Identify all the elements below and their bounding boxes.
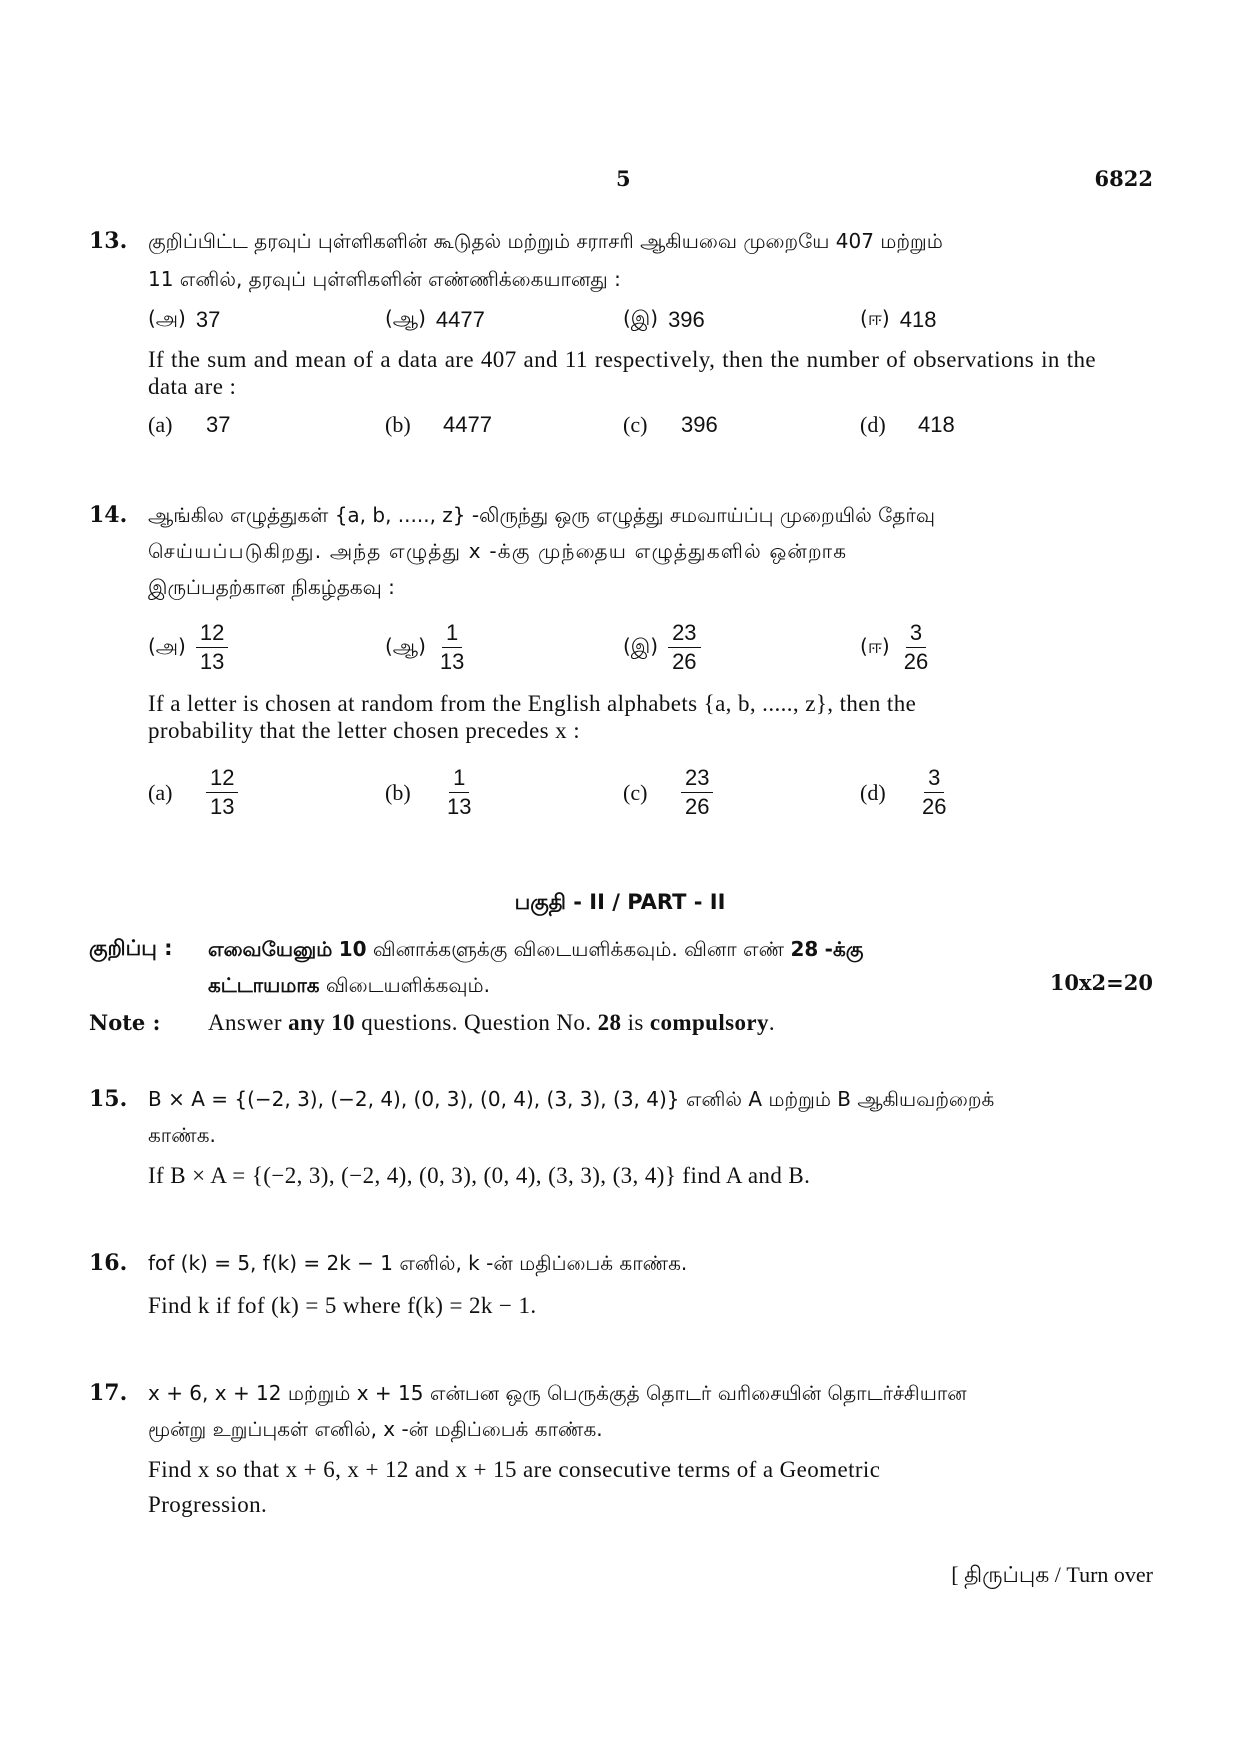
q14-english-option-c <box>623 765 713 820</box>
note-tamil-line1 <box>208 932 1088 967</box>
q15-tamil-line2: காண்க. <box>148 1123 216 1147</box>
q13-tamil-option-d <box>860 306 936 333</box>
question-number-15: 15. <box>89 1086 128 1112</box>
numerator: 1 <box>449 765 469 793</box>
denominator: 13 <box>439 649 465 674</box>
option-label: (d) <box>860 779 886 805</box>
q13-english-option-c <box>623 412 718 438</box>
option-value: 396 <box>668 306 705 332</box>
option-label: (a) <box>148 412 173 437</box>
q16-tamil: fof (k) = 5, f(k) = 2k − 1 எனில், k -ன் மதிப்பைக் காண்க. <box>148 1251 688 1275</box>
q13-tamil-option-a <box>148 306 220 333</box>
option-label: (ஈ) <box>860 306 890 330</box>
note-en-bold-compulsory: compulsory <box>649 1010 769 1035</box>
note-bold-compulsory: கட்டாயமாக <box>208 973 320 997</box>
q14-tamil-line2: செய்யப்படுகிறது. அந்த எழுத்து x -க்கு முந்தைய எழுத்துகளில் ஒன்றாக <box>148 539 848 563</box>
fraction <box>668 620 700 675</box>
option-label: (அ) <box>148 634 186 658</box>
option-label: (இ) <box>623 306 659 330</box>
q13-english-option-b <box>385 412 492 438</box>
question-number-14: 14. <box>89 502 128 528</box>
q13-english-option-d <box>860 412 955 438</box>
note-label-tamil: குறிப்பு : <box>89 936 173 960</box>
q14-tamil-option-b <box>385 620 468 675</box>
note-bold-qno: 28 <box>790 937 819 961</box>
fraction <box>443 765 475 820</box>
option-label: (அ) <box>148 306 186 330</box>
denominator: 13 <box>210 794 235 819</box>
fraction <box>206 765 238 820</box>
q13-tamil-line2: 11 எனில், தரவுப் புள்ளிகளின் எண்ணிக்கையானது : <box>148 267 621 291</box>
option-label: (ஆ) <box>385 634 426 658</box>
option-label: (இ) <box>623 634 659 658</box>
numerator: 1 <box>442 620 462 648</box>
note-en-text: is <box>627 1010 644 1035</box>
q14-tamil-option-a <box>148 620 228 675</box>
note-text: வினாக்களுக்கு விடையளிக்கவும். வினா எண் <box>372 937 785 961</box>
q17-english-line2: Progression. <box>148 1492 268 1517</box>
note-label-english: Note : <box>89 1010 161 1035</box>
fraction <box>681 765 713 820</box>
fraction <box>436 620 468 675</box>
numerator: 23 <box>681 765 713 793</box>
part-title: பகுதி - II / PART - II <box>514 890 726 914</box>
q13-english-option-a <box>148 412 230 438</box>
q17-english-line1: Find x so that x + 6, x + 12 and x + 15 are consecutive terms of a Geometric <box>148 1457 881 1482</box>
option-label: (ஈ) <box>860 634 890 658</box>
q15-english: If B × A = {(−2, 3), (−2, 4), (0, 3), (0, 4), (3, 3), (3, 4)} find A and B. <box>148 1163 811 1188</box>
q14-english-option-b <box>385 765 475 820</box>
paper-code: 6822 <box>1094 166 1153 191</box>
q14-tamil-option-c <box>623 620 701 675</box>
fraction <box>196 620 228 675</box>
note-en-bold-qno: 28 <box>597 1010 622 1035</box>
q14-english-line2: probability that the letter chosen precedes x : <box>148 718 581 743</box>
q14-english-option-a <box>148 765 238 820</box>
denominator: 26 <box>922 794 947 819</box>
option-label: (ஆ) <box>385 306 426 330</box>
q17-tamil-line1: x + 6, x + 12 மற்றும் x + 15 என்பன ஒரு பெருக்குத் தொடர் வரிசையின் தொடர்ச்சியான <box>148 1381 967 1405</box>
turn-over-label: [ திருப்புக / Turn over <box>951 1562 1153 1587</box>
option-label: (d) <box>860 412 886 437</box>
numerator: 3 <box>906 620 926 648</box>
option-label: (b) <box>385 779 411 805</box>
q13-english-text: If the sum and mean of a data are 407 and 11 respectively, then the number of observations in the data are : <box>148 347 1096 399</box>
note-en-text: questions. Question No. <box>361 1010 592 1035</box>
note-english <box>208 1009 1088 1037</box>
question-number-13: 13. <box>89 228 128 254</box>
q13-tamil-option-b <box>385 306 485 333</box>
denominator: 26 <box>903 649 929 674</box>
note-bold-suffix: -க்கு <box>824 937 864 961</box>
note-tamil-line2 <box>208 968 908 1003</box>
note-en-bold-any: any 10 <box>288 1010 356 1035</box>
question-number-16: 16. <box>89 1250 128 1276</box>
option-value: 4477 <box>443 412 492 437</box>
q14-tamil-option-d <box>860 620 932 675</box>
option-label: (c) <box>623 412 648 437</box>
note-en-text: Answer <box>208 1010 282 1035</box>
option-value: 4477 <box>435 306 485 332</box>
option-value: 37 <box>206 412 231 437</box>
option-value: 418 <box>899 306 937 332</box>
option-label: (b) <box>385 412 411 437</box>
denominator: 26 <box>672 649 697 674</box>
option-label: (c) <box>623 779 648 805</box>
option-value: 37 <box>195 306 221 332</box>
denominator: 13 <box>199 649 225 674</box>
q16-english: Find k if fof (k) = 5 where f(k) = 2k − 1. <box>148 1293 537 1318</box>
question-number-17: 17. <box>89 1380 128 1406</box>
q17-tamil-line2: மூன்று உறுப்புகள் எனில், x -ன் மதிப்பைக் காண்க. <box>148 1417 603 1441</box>
option-value: 396 <box>681 412 718 437</box>
denominator: 13 <box>447 794 472 819</box>
page-number: 5 <box>616 166 631 191</box>
marks-label: 10x2=20 <box>1049 970 1153 995</box>
numerator: 12 <box>196 620 228 648</box>
note-text: விடையளிக்கவும். <box>325 973 490 997</box>
q14-english-option-d <box>860 765 950 820</box>
note-bold-count: 10 <box>338 937 367 961</box>
option-label: (a) <box>148 779 173 805</box>
denominator: 26 <box>685 794 710 819</box>
q14-english-line1: If a letter is chosen at random from the English alphabets {a, b, ....., z}, then the <box>148 691 917 716</box>
q14-tamil-line1: ஆங்கில எழுத்துகள் {a, b, ....., z} -லிருந்து ஒரு எழுத்து சமவாய்ப்பு முறையில் தேர்வு <box>148 503 935 527</box>
q13-tamil-line1: குறிப்பிட்ட தரவுப் புள்ளிகளின் கூடுதல் மற்றும் சராசரி ஆகியவை முறையே 407 மற்றும் <box>148 229 943 253</box>
fraction <box>900 620 932 675</box>
q14-tamil-line3: இருப்பதற்கான நிகழ்தகவு : <box>148 575 395 599</box>
q13-tamil-option-c <box>623 306 705 333</box>
numerator: 12 <box>206 765 238 793</box>
numerator: 3 <box>924 765 944 793</box>
option-value: 418 <box>918 412 955 437</box>
numerator: 23 <box>668 620 700 648</box>
note-bold-any: எவையேனும் <box>208 937 333 961</box>
q15-tamil-line1: B × A = {(−2, 3), (−2, 4), (0, 3), (0, 4), (3, 3), (3, 4)} எனில் A மற்றும் B ஆகியவற்றைக் <box>148 1087 995 1111</box>
fraction <box>918 765 950 820</box>
note-en-period: . <box>768 1010 776 1035</box>
